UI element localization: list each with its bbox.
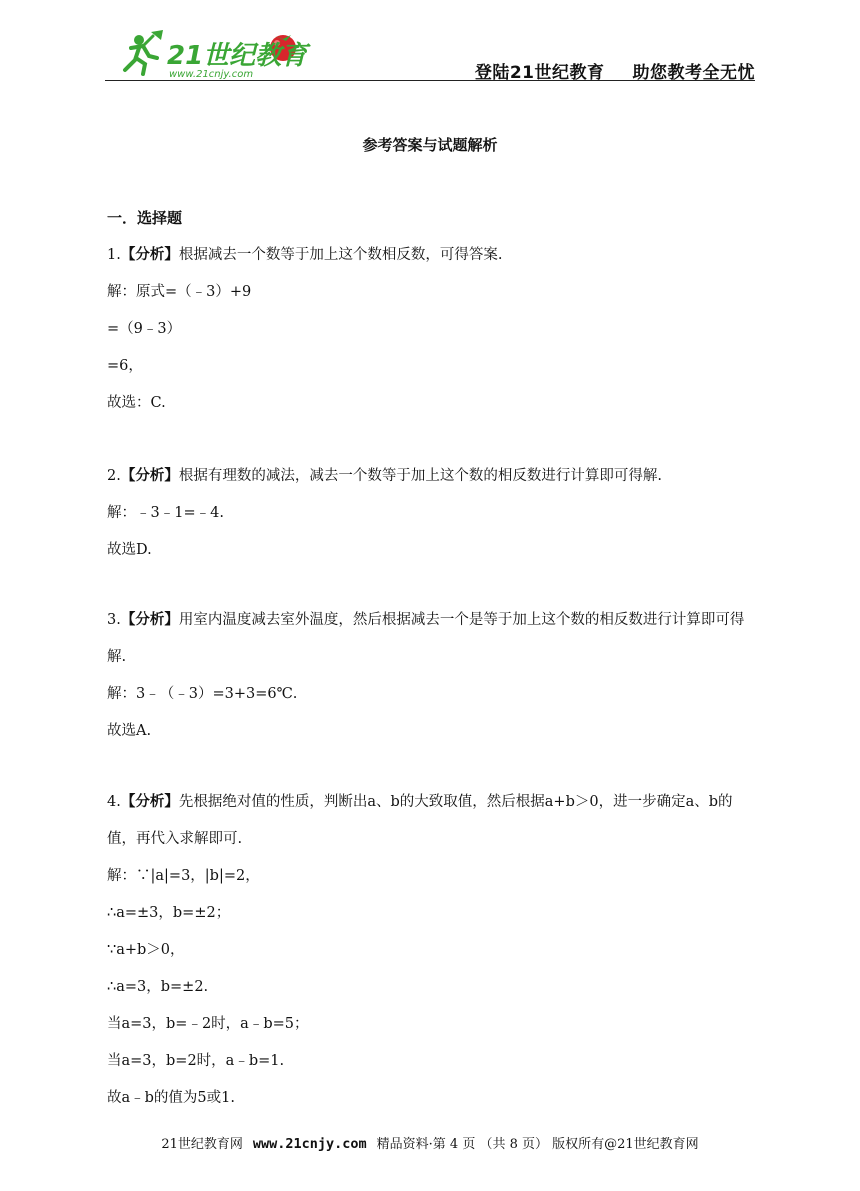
q4-line-6: 当a=3，b=2时，a﹣b=1. (107, 1053, 285, 1069)
q3-analysis (107, 601, 755, 676)
footer-url[interactable]: www.21cnjy.com (252, 1136, 367, 1152)
q4-analysis (107, 783, 755, 858)
page-header (105, 28, 755, 84)
q2-tag: 【分析】 (120, 467, 179, 484)
q1-line-4: 故选：C. (107, 395, 166, 411)
page-title: 参考答案与试题解析 (362, 136, 498, 154)
q4-analysis-text: 先根据绝对值的性质，判断出a、b的大致取值，然后根据a+b＞0，进一步确定a、b的值，再代入求解即可. (107, 794, 733, 847)
q3-number: 3. (107, 612, 121, 628)
q1-line-2: =（9﹣3） (107, 321, 182, 337)
q2-number: 2. (107, 468, 121, 484)
q2-analysis (107, 464, 662, 485)
q1-tag: 【分析】 (120, 246, 179, 263)
q2-line-2: 故选D. (107, 542, 152, 558)
q3-line-1: 解：3﹣（﹣3）=3+3=6℃. (107, 686, 298, 702)
q3-tag: 【分析】 (120, 611, 179, 628)
q4-line-5: 当a=3，b=﹣2时，a﹣b=5； (107, 1016, 309, 1032)
footer-site: 21世纪教育网 (161, 1137, 243, 1152)
q2-line-1: 解：﹣3﹣1=﹣4. (107, 505, 224, 521)
q1-line-1: 解：原式=（﹣3）+9 (107, 284, 252, 300)
q4-number: 4. (107, 794, 121, 810)
logo-text: 21世纪教育 (167, 41, 308, 71)
q4-line-7: 故a﹣b的值为5或1. (107, 1090, 235, 1106)
q4-line-2: ∴a=±3，b=±2； (107, 905, 231, 921)
slogan-right: 助您教考全无忧 (632, 63, 755, 83)
q1-line-3: =6， (107, 358, 143, 374)
logo-21cnjy (105, 28, 315, 80)
q4-line-3: ∵a+b＞0， (107, 942, 185, 958)
q4-line-1: 解：∵|a|=3，|b|=2， (107, 868, 260, 884)
slogan-left: 登陆21世纪教育 (474, 63, 605, 83)
q1-number: 1. (107, 247, 121, 263)
q1-analysis (107, 243, 502, 264)
section-heading: 一．选择题 (107, 209, 183, 227)
page-footer (0, 1133, 860, 1152)
q1-analysis-text: 根据减去一个数等于加上这个数相反数，可得答案. (178, 247, 503, 263)
header-rule (105, 80, 755, 81)
q3-analysis-text: 用室内温度减去室外温度，然后根据减去一个是等于加上这个数的相反数进行计算即可得解. (107, 612, 745, 665)
logo-url: www.21cnjy.com (169, 69, 254, 80)
q4-line-4: ∴a=3，b=±2. (107, 979, 209, 995)
footer-info: 精品资料·第 4 页 （共 8 页） 版权所有@21世纪教育网 (376, 1137, 699, 1152)
q3-line-2: 故选A. (107, 723, 152, 739)
q2-analysis-text: 根据有理数的减法，减去一个数等于加上这个数的相反数进行计算即可得解. (178, 468, 662, 484)
q4-tag: 【分析】 (120, 793, 179, 810)
